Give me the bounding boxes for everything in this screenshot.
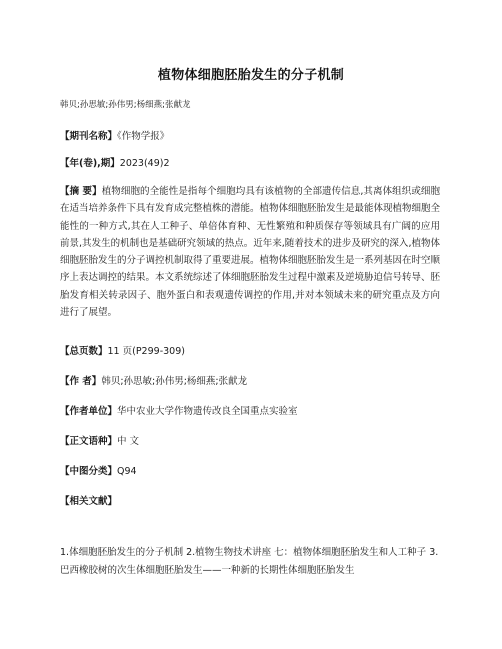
clc-value: Q94 <box>117 466 137 477</box>
related-literature-field <box>60 493 440 507</box>
year-volume-issue-field <box>60 155 440 169</box>
language-value: 中 文 <box>117 436 140 447</box>
affiliation-field <box>60 403 440 417</box>
journal-value: 《作物学报》 <box>117 131 170 142</box>
related-label: 【相关文献】 <box>60 496 118 507</box>
abstract-field <box>60 183 440 321</box>
language-label: 【正文语种】 <box>60 436 118 447</box>
journal-label: 【期刊名称】 <box>60 131 118 142</box>
pages-value: 11 页(P299-309) <box>107 346 185 357</box>
pages-label: 【总页数】 <box>60 346 108 357</box>
year-label: 【年(卷),期】 <box>60 158 120 169</box>
article-title: 植物体细胞胚胎发生的分子机制 <box>157 68 345 83</box>
author-value: 韩贝;孙思敏;孙伟男;杨细燕;张献龙 <box>101 376 248 387</box>
page-count-field <box>60 343 440 357</box>
journal-field <box>60 128 440 142</box>
language-field <box>60 433 440 447</box>
clc-label: 【中图分类】 <box>60 466 118 477</box>
abstract-label: 【摘 要】 <box>60 186 102 197</box>
abstract-text: 植物细胞的全能性是指每个细胞均具有该植物的全部遗传信息,其离体组织或细胞在适当培养条件下具有发育成完整植株的潜能。植物体细胞胚胎发生是最能体现植物细胞全能性的一种方式,其在人工种子、单倍体育种、无性繁殖和种质保存等领域具有广阔的应用前景,其发生的机制也是基础研究领域的热点。近年来,随着技术的进步及研究的深入,植物体细胞胚胎发生的分子调控机制取得了重要进展。植物体细胞胚胎发生是一系列基因在时空顺序上表达调控的结果。本文系统综述了体细胞胚胎发生过程中激素及逆境胁迫信号转导、胚胎发育相关转录因子、胞外蛋白和表观遗传调控的作用,并对本领域未来的研究重点及方向进行了展望。 <box>60 186 441 319</box>
author-line: 韩贝;孙思敏;孙伟男;杨细燕;张献龙 <box>60 100 191 110</box>
author-label: 【作 者】 <box>60 376 102 387</box>
year-value: 2023(49)2 <box>119 158 170 169</box>
related-references-list: 1.体细胞胚胎发生的分子机制 2.植物生物技术讲座 七：植物体细胞胚胎发生和人工种子 3.巴西橡胶树的次生体细胞胚胎发生——一种新的长期性体细胞胚胎发生 <box>60 547 439 576</box>
classification-field <box>60 463 440 477</box>
affiliation-value: 华中农业大学作物遗传改良全国重点实验室 <box>117 406 298 417</box>
author-field <box>60 373 440 387</box>
affiliation-label: 【作者单位】 <box>60 406 118 417</box>
